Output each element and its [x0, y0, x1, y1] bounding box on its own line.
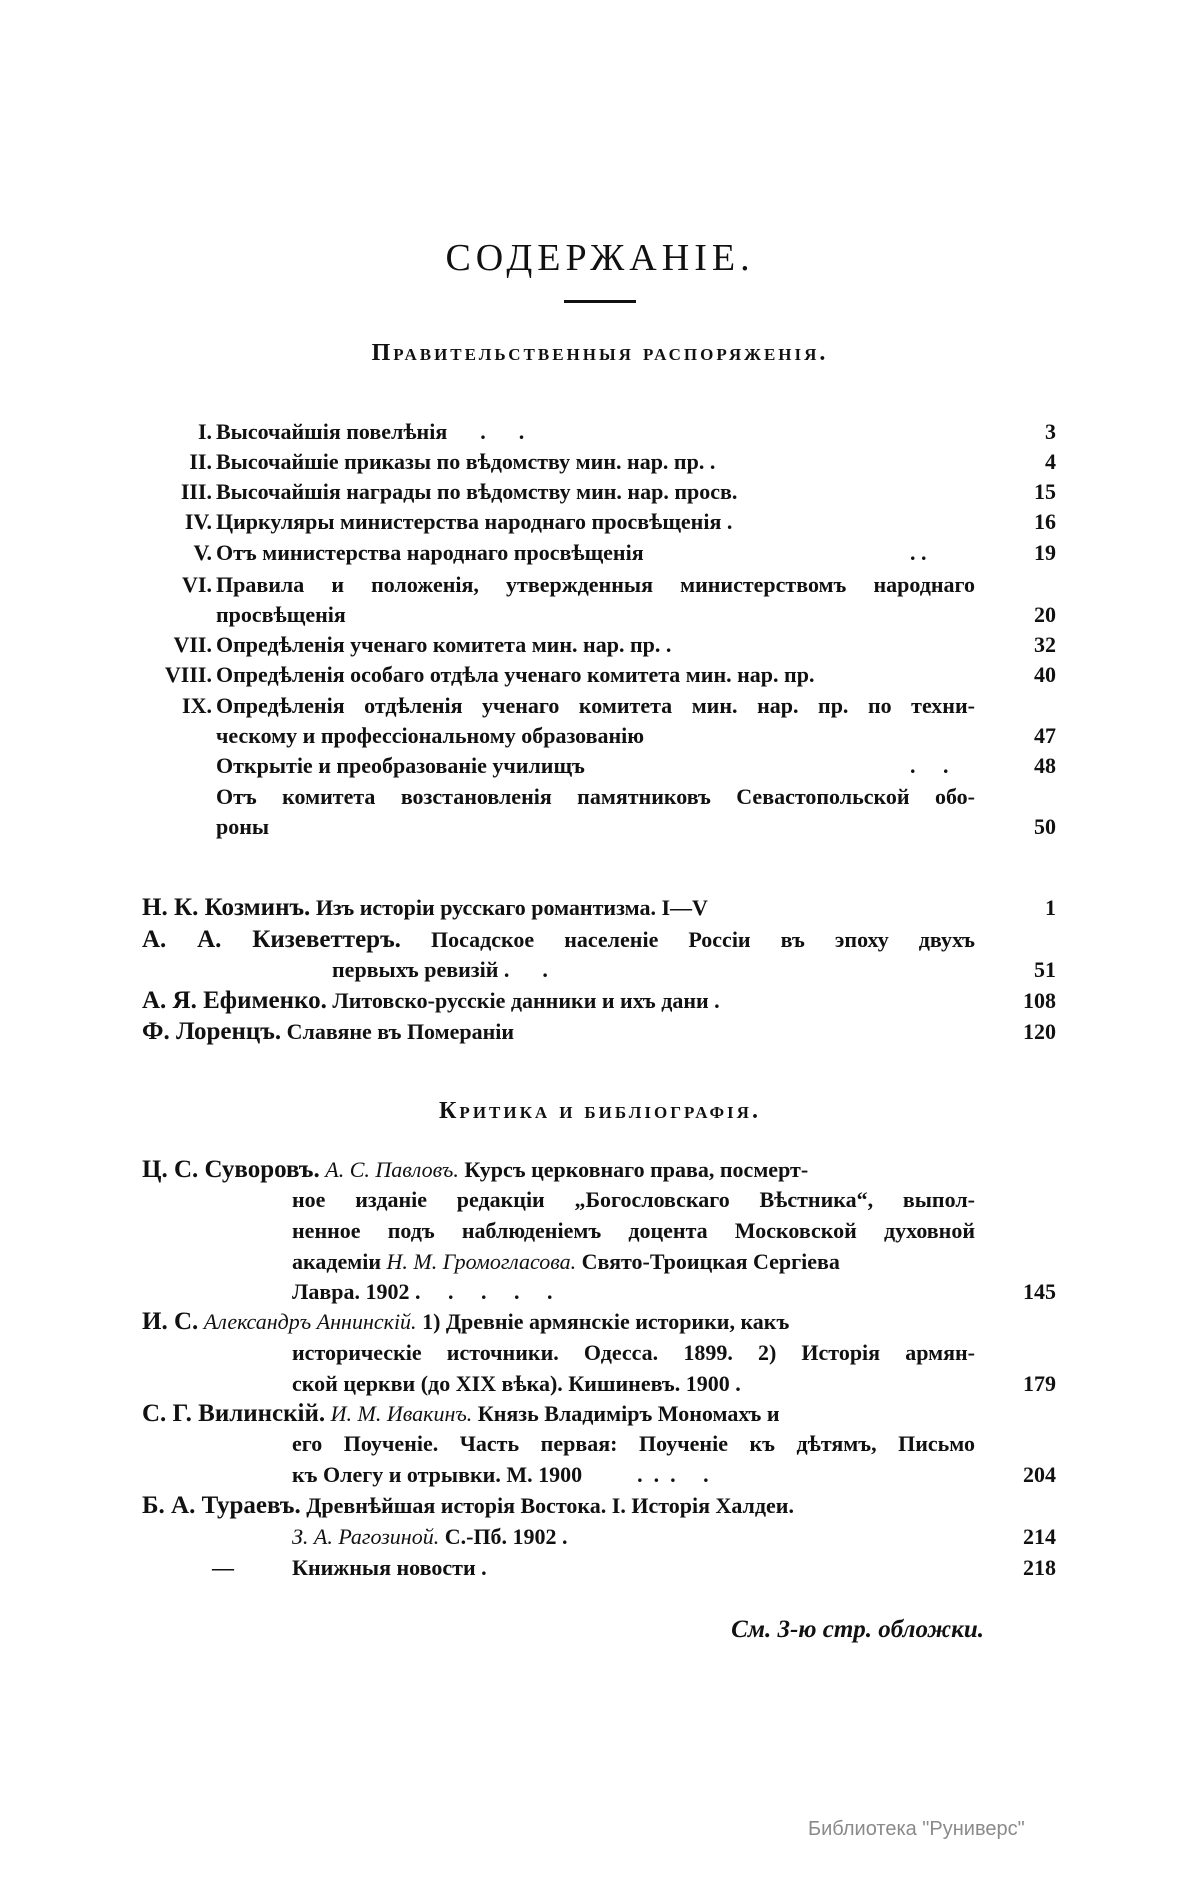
critique-line: ской церкви (до XIX вѣка). Кишиневъ. 1900 .: [292, 1371, 741, 1396]
item-text: Опредѣленія отдѣленія ученаго комитета мин. нар. пр. по техни-: [216, 693, 975, 718]
dash: —: [212, 1555, 234, 1580]
item-numeral: VI.: [182, 572, 212, 597]
watermark: Библиотека "Руниверс": [808, 1818, 1025, 1840]
page-number: 50: [1034, 814, 1056, 839]
critique-line: Ц. С. Суворовъ. А. С. Павловъ. Курсъ церковнаго права, посмерт-: [142, 1156, 809, 1183]
item-numeral: II.: [189, 449, 212, 474]
article-line: [142, 987, 720, 1015]
page-number: 218: [1023, 1555, 1056, 1580]
page-number: 47: [1034, 723, 1056, 748]
page-number: 48: [1034, 753, 1056, 778]
page-number: 15: [1034, 479, 1056, 504]
critique-line: ное изданіе редакціи „Богословскаго Вѣстника“, выпол-: [292, 1187, 975, 1212]
page-number: 204: [1023, 1462, 1056, 1487]
critique-line: историческіе источники. Одесса. 1899. 2) Исторія армян-: [292, 1340, 975, 1365]
page-number: 32: [1034, 632, 1056, 657]
article-line: [142, 894, 708, 922]
critique-line: Лавра. 1902 . . . . .: [292, 1279, 553, 1304]
article-author: А. А. Кизеветтеръ.: [142, 926, 401, 953]
critique-line: къ Олегу и отрывки. М. 1900 . . . .: [292, 1462, 709, 1487]
critique-line: З. А. Рагозиной. С.-Пб. 1902 .: [292, 1524, 568, 1549]
page-number: 40: [1034, 662, 1056, 687]
article-title: Литовско-русскіе данники и ихъ дани .: [332, 988, 720, 1013]
article-title: Посадское населеніе Россіи въ эпоху двухъ: [430, 927, 975, 952]
critique-line: С. Г. Вилинскій. И. М. Ивакинъ. Князь Владиміръ Мономахъ и: [142, 1400, 780, 1427]
page-number: 4: [1045, 449, 1056, 474]
page-number: 179: [1023, 1371, 1056, 1396]
page-number: 214: [1023, 1524, 1056, 1549]
page-number: 145: [1023, 1279, 1056, 1304]
item-text: Высочайшія повелѣнія . .: [216, 419, 525, 444]
item-text: Опредѣленія особаго отдѣла ученаго комитета мин. нар. пр.: [216, 662, 815, 687]
item-text: Опредѣленія ученаго комитета мин. нар. пр. .: [216, 632, 672, 657]
page-title: СОДЕРЖАНIЕ.: [445, 237, 755, 279]
item-numeral: I.: [197, 419, 212, 444]
item-text: Высочайшія награды по вѣдомству мин. нар. просв.: [216, 479, 738, 504]
item-text: Циркуляры министерства народнаго просвѣщенія .: [216, 509, 733, 534]
item-numeral: VIII.: [164, 662, 212, 687]
page-number: 120: [1023, 1019, 1056, 1044]
page-number: 108: [1023, 988, 1056, 1013]
section-heading-government: Правительственныя распоряженія.: [371, 340, 829, 366]
critique-line: Книжныя новости .: [292, 1555, 487, 1580]
critique-line: академіи Н. М. Громогласова. Свято-Троицкая Сергіева: [292, 1249, 840, 1274]
article-line: [332, 956, 548, 984]
leader-dots: . .: [910, 540, 927, 565]
page-number: 3: [1045, 419, 1056, 444]
article-author: А. Я. Ефименко.: [142, 987, 327, 1014]
critique-line: ненное подъ наблюденіемъ доцента Московской духовной: [292, 1218, 975, 1243]
leader-dots: . .: [910, 753, 949, 778]
footer-note: См. 3-ю стр. обложки.: [731, 1616, 984, 1643]
item-numeral: V.: [193, 540, 212, 565]
page-number: 1: [1045, 895, 1056, 920]
item-numeral: III.: [180, 479, 212, 504]
critique-line: Б. А. Тураевъ. Древнѣйшая исторія Востока. I. Исторія Халдеи.: [142, 1492, 794, 1519]
item-numeral: IX.: [182, 693, 212, 718]
article-author: Н. К. Козминъ.: [142, 894, 311, 921]
item-text: Открытіе и преобразованіе училищъ: [216, 753, 585, 778]
critique-line: И. С. Александръ Аннинскій. 1) Древніе армянскіе историки, какъ: [142, 1308, 790, 1335]
article-title: Изъ исторіи русскаго романтизма. I—V: [315, 895, 708, 920]
item-numeral: IV.: [184, 509, 212, 534]
item-text: Высочайшіе приказы по вѣдомству мин. нар. пр. .: [216, 449, 716, 474]
page-number: 16: [1034, 509, 1056, 534]
page-number: 20: [1034, 602, 1056, 627]
item-numeral: VII.: [173, 632, 212, 657]
page-number: 19: [1034, 540, 1056, 565]
article-title: Славяне въ Помераніи: [286, 1019, 515, 1044]
critique-line: его Поученіе. Часть первая: Поученіе къ дѣтямъ, Письмо: [292, 1431, 975, 1456]
item-text: просвѣщенія: [216, 602, 346, 627]
item-text: роны: [216, 814, 270, 839]
item-text: Правила и положенія, утвержденныя министерствомъ народнаго: [216, 572, 975, 597]
item-text: ческому и профессіональному образованію: [216, 723, 645, 748]
item-text: Отъ министерства народнаго просвѣщенія: [216, 540, 644, 565]
page-number: 51: [1034, 957, 1056, 982]
title-rule: [564, 300, 636, 303]
article-title: первыхъ ревизій . .: [332, 957, 548, 982]
item-text: Отъ комитета возстановленія памятниковъ Севастопольской обо-: [216, 784, 975, 809]
section-heading-critique: Критика и библіографія.: [439, 1098, 761, 1124]
article-line: [142, 1018, 514, 1046]
article-line: [142, 926, 975, 954]
article-author: Ф. Лоренцъ.: [142, 1018, 282, 1045]
